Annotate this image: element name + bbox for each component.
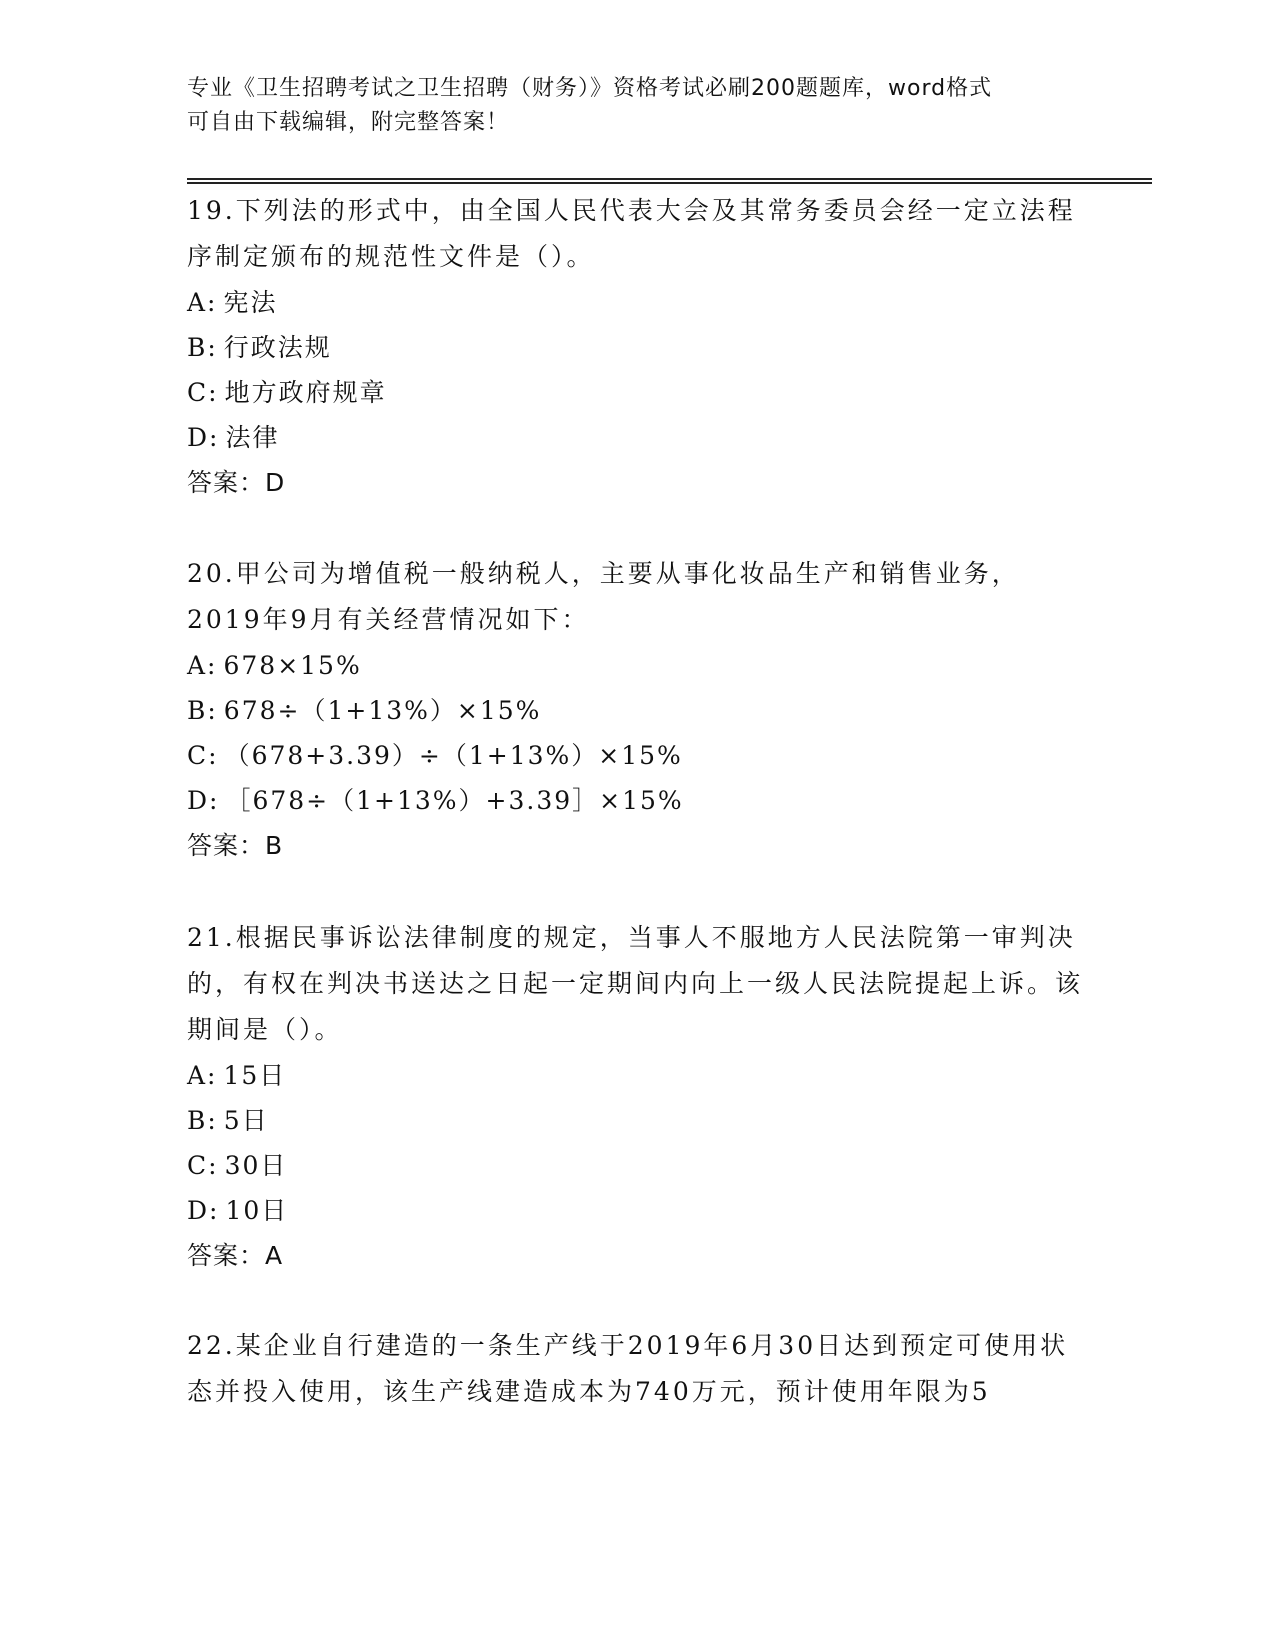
question-22 xyxy=(187,1323,1087,1415)
option-letter: B: xyxy=(187,696,218,725)
option-c xyxy=(187,1143,1087,1188)
option-text: ［678÷（1+13%）+3.39］×15% xyxy=(225,786,684,815)
option-text: 678×15% xyxy=(223,651,362,680)
option-letter: B: xyxy=(187,333,218,362)
option-a xyxy=(187,280,1087,325)
option-b xyxy=(187,688,1087,733)
option-letter: D: xyxy=(187,423,220,452)
option-d xyxy=(187,778,1087,823)
question-text: 20.甲公司为增值税一般纳税人，主要从事化妆品生产和销售业务，2019年9月有关经营情况如下： xyxy=(187,559,1020,634)
option-text: 法律 xyxy=(225,423,280,452)
option-letter: A: xyxy=(187,1061,218,1090)
option-letter: A: xyxy=(187,288,218,317)
option-b xyxy=(187,325,1087,370)
option-letter: D: xyxy=(187,1196,220,1225)
option-letter: C: xyxy=(187,1151,219,1180)
option-a xyxy=(187,1053,1087,1098)
answer-line: 答案：A xyxy=(187,1241,284,1270)
option-c xyxy=(187,733,1087,778)
option-text: 678÷（1+13%）×15% xyxy=(223,696,542,725)
option-text: 15日 xyxy=(223,1061,287,1090)
option-letter: C: xyxy=(187,378,219,407)
option-text: 5日 xyxy=(223,1106,269,1135)
header-line-1: 专业《卫生招聘考试之卫生招聘（财务）》资格考试必刷200题题库，word格式 xyxy=(187,76,993,101)
question-21 xyxy=(187,915,1087,1279)
option-text: 行政法规 xyxy=(223,333,332,362)
question-19 xyxy=(187,188,1087,506)
option-a xyxy=(187,643,1087,688)
option-letter: D: xyxy=(187,786,220,815)
question-text: 19.下列法的形式中，由全国人民代表大会及其常务委员会经一定立法程序制定颁布的规范性文件是（）。 xyxy=(187,196,1076,271)
question-text: 22.某企业自行建造的一条生产线于2019年6月30日达到预定可使用状态并投入使用，该生产线建造成本为740万元，预计使用年限为5 xyxy=(187,1331,1069,1406)
option-c xyxy=(187,370,1087,415)
answer-line: 答案：D xyxy=(187,468,286,497)
option-text: 30日 xyxy=(224,1151,288,1180)
document-header xyxy=(187,72,1087,140)
option-d xyxy=(187,415,1087,460)
answer-line: 答案：B xyxy=(187,831,284,860)
option-text: 宪法 xyxy=(223,288,278,317)
header-divider-top xyxy=(187,178,1152,180)
option-text: 地方政府规章 xyxy=(224,378,387,407)
option-letter: B: xyxy=(187,1106,218,1135)
option-b xyxy=(187,1098,1087,1143)
question-text: 21.根据民事诉讼法律制度的规定，当事人不服地方人民法院第一审判决的，有权在判决书送达之日起一定期间内向上一级人民法院提起上诉。该期间是（）。 xyxy=(187,923,1084,1044)
option-text: 10日 xyxy=(225,1196,289,1225)
header-line-2: 可自由下载编辑，附完整答案！ xyxy=(187,110,510,135)
option-letter: C: xyxy=(187,741,219,770)
question-20 xyxy=(187,551,1087,869)
option-text: （678+3.39）÷（1+13%）×15% xyxy=(224,741,683,770)
option-letter: A: xyxy=(187,651,218,680)
header-divider-bottom xyxy=(187,182,1152,184)
option-d xyxy=(187,1188,1087,1233)
